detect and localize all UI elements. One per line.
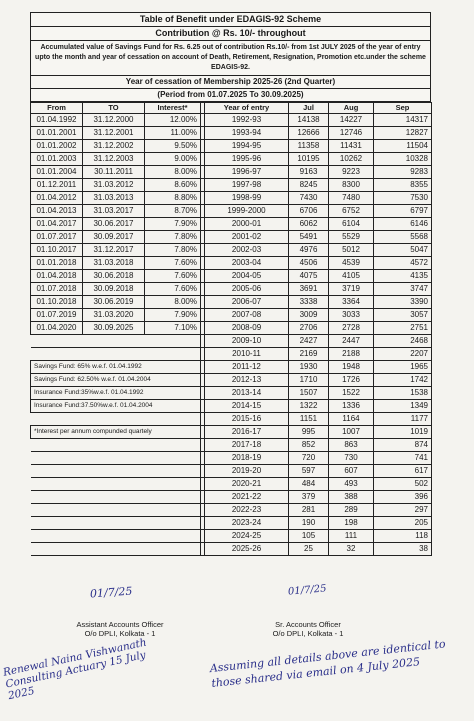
year-of-entry-cell: 2017-18 [205,439,289,452]
empty-cell [31,491,201,504]
sep-value-cell: 4135 [374,270,432,283]
table-row [31,179,432,192]
empty-cell [31,504,201,517]
sep-value-cell: 3057 [374,309,432,322]
table-row [31,413,432,426]
to-date-cell: 31.03.2017 [83,205,145,218]
year-of-entry-cell: 2002-03 [205,244,289,257]
to-date-cell: 30.09.2018 [83,283,145,296]
interest-rate-cell: 7.60% [145,283,201,296]
sep-value-cell: 1538 [374,387,432,400]
to-date-cell: 30.09.2017 [83,231,145,244]
left-signature-date: 01/7/25 [89,584,133,601]
sep-value-cell: 741 [374,452,432,465]
sep-value-cell: 5568 [374,231,432,244]
table-row [31,153,432,166]
aug-value-cell: 14227 [329,114,374,127]
table-row [31,322,432,335]
table-header [30,12,431,102]
to-date-cell: 31.12.2001 [83,127,145,140]
jul-value-cell: 6706 [289,205,329,218]
table-row [31,140,432,153]
table-row [31,517,432,530]
jul-value-cell: 281 [289,504,329,517]
col-sep: Sep [374,103,432,114]
benefit-table [30,102,432,556]
left-signature-block [30,620,210,638]
year-of-entry-cell: 1998-99 [205,192,289,205]
from-date-cell: 01.01.2018 [31,257,83,270]
sep-value-cell: 11504 [374,140,432,153]
jul-value-cell: 3691 [289,283,329,296]
jul-value-cell: 1930 [289,361,329,374]
to-date-cell: 30.11.2011 [83,166,145,179]
year-of-entry-cell: 2024-25 [205,530,289,543]
aug-value-cell: 5012 [329,244,374,257]
from-date-cell: 01.04.1992 [31,114,83,127]
from-date-cell: 01.01.2004 [31,166,83,179]
sep-value-cell: 38 [374,543,432,556]
to-date-cell: 30.06.2018 [83,270,145,283]
table-row [31,491,432,504]
sep-value-cell: 5047 [374,244,432,257]
sep-value-cell: 3747 [374,283,432,296]
from-date-cell: 01.04.2018 [31,270,83,283]
sep-value-cell: 205 [374,517,432,530]
table-row [31,361,432,374]
to-date-cell: 30.09.2025 [83,322,145,335]
table-row [31,296,432,309]
table-row [31,192,432,205]
table-row [31,244,432,257]
aug-value-cell: 5529 [329,231,374,244]
empty-cell [31,478,201,491]
aug-value-cell: 1164 [329,413,374,426]
interest-rate-cell: 9.50% [145,140,201,153]
jul-value-cell: 190 [289,517,329,530]
sep-value-cell: 6146 [374,218,432,231]
right-signature-block [218,620,398,638]
sep-value-cell: 10328 [374,153,432,166]
interest-rate-cell: 8.70% [145,205,201,218]
aug-value-cell: 1007 [329,426,374,439]
year-of-entry-cell: 1999-2000 [205,205,289,218]
aug-value-cell: 6104 [329,218,374,231]
year-of-entry-cell: 2010-11 [205,348,289,361]
jul-value-cell: 10195 [289,153,329,166]
sep-value-cell: 1742 [374,374,432,387]
jul-value-cell: 1710 [289,374,329,387]
jul-value-cell: 12666 [289,127,329,140]
jul-value-cell: 3009 [289,309,329,322]
year-of-entry-cell: 2004-05 [205,270,289,283]
jul-value-cell: 2169 [289,348,329,361]
col-from: From [31,103,83,114]
year-of-entry-cell: 2021-22 [205,491,289,504]
jul-value-cell: 597 [289,465,329,478]
aug-value-cell: 289 [329,504,374,517]
handwritten-left-note: Renewal Naina Vishwanath Consulting Actuary 15 July 2025 [2,636,148,703]
fund-note-cell: Insurance Fund:37.50%w.e.f. 01.04.2004 [31,400,201,413]
from-date-cell: 01.07.2018 [31,283,83,296]
table-row [31,400,432,413]
description-text: Accumulated value of Savings Fund for Rs. 6.25 out of contribution Rs.10/- from 1st JULY 2025 of the year of entry upto the month and year of cessation on account of Death, Retirement, Resignation, Promotion etc.under the scheme EDAGIS-92. [31,41,430,76]
aug-value-cell: 10262 [329,153,374,166]
aug-value-cell: 7480 [329,192,374,205]
interest-rate-cell: 8.60% [145,179,201,192]
interest-rate-cell: 7.90% [145,218,201,231]
left-signatory-title: Assistant Accounts Officer [76,620,164,629]
col-year-of-entry: Year of entry [205,103,289,114]
table-row [31,166,432,179]
right-signature-date: 01/7/25 [287,583,327,598]
table-row [31,374,432,387]
aug-value-cell: 607 [329,465,374,478]
aug-value-cell: 493 [329,478,374,491]
table-row [31,309,432,322]
right-signatory-office: O/o DPLI, Kolkata - 1 [272,629,344,638]
col-to: TO [83,103,145,114]
from-date-cell: 01.07.2019 [31,309,83,322]
empty-cell [31,439,201,452]
jul-value-cell: 4075 [289,270,329,283]
table-row [31,504,432,517]
table-row [31,231,432,244]
aug-value-cell: 2188 [329,348,374,361]
year-of-entry-cell: 2007-08 [205,309,289,322]
empty-cell [31,413,201,426]
year-of-entry-cell: 2020-21 [205,478,289,491]
interest-rate-cell: 7.10% [145,322,201,335]
sep-value-cell: 2468 [374,335,432,348]
aug-value-cell: 1336 [329,400,374,413]
table-row [31,452,432,465]
to-date-cell: 31.12.2017 [83,244,145,257]
from-date-cell: 01.04.2020 [31,322,83,335]
aug-value-cell: 1726 [329,374,374,387]
interest-rate-cell: 11.00% [145,127,201,140]
table-row [31,439,432,452]
empty-cell [31,465,201,478]
col-interest: Interest* [145,103,201,114]
left-signatory-office: O/o DPLI, Kolkata - 1 [84,629,156,638]
jul-value-cell: 2427 [289,335,329,348]
aug-value-cell: 2728 [329,322,374,335]
year-of-entry-cell: 2018-19 [205,452,289,465]
aug-value-cell: 4539 [329,257,374,270]
to-date-cell: 30.06.2017 [83,218,145,231]
from-date-cell: 01.01.2003 [31,153,83,166]
year-of-entry-cell: 1995-96 [205,153,289,166]
jul-value-cell: 3338 [289,296,329,309]
table-row [31,530,432,543]
year-of-entry-cell: 2022-23 [205,504,289,517]
jul-value-cell: 7430 [289,192,329,205]
to-date-cell: 31.03.2020 [83,309,145,322]
interest-rate-cell: 8.00% [145,296,201,309]
from-date-cell: 01.01.2002 [31,140,83,153]
aug-value-cell: 32 [329,543,374,556]
jul-value-cell: 1151 [289,413,329,426]
year-of-entry-cell: 1992-93 [205,114,289,127]
interest-rate-cell: 7.60% [145,270,201,283]
sep-value-cell: 502 [374,478,432,491]
from-date-cell: 01.10.2018 [31,296,83,309]
table-row [31,270,432,283]
from-date-cell: 01.07.2017 [31,231,83,244]
jul-value-cell: 8245 [289,179,329,192]
from-date-cell: 01.04.2013 [31,205,83,218]
empty-cell [31,452,201,465]
table-row [31,205,432,218]
empty-cell [31,530,201,543]
year-of-entry-cell: 2025-26 [205,543,289,556]
interest-rate-cell: 12.00% [145,114,201,127]
period-line: (Period from 01.07.2025 To 30.09.2025) [31,89,430,102]
fund-note-cell: Insurance Fund:35%w.e.f. 01.04.1992 [31,387,201,400]
year-of-entry-cell: 2003-04 [205,257,289,270]
jul-value-cell: 5491 [289,231,329,244]
year-of-entry-cell: 2011-12 [205,361,289,374]
empty-cell [31,335,201,348]
sep-value-cell: 1019 [374,426,432,439]
year-of-entry-cell: 2023-24 [205,517,289,530]
to-date-cell: 31.03.2012 [83,179,145,192]
jul-value-cell: 25 [289,543,329,556]
fund-note-cell: Savings Fund: 62.50% w.e.f. 01.04.2004 [31,374,201,387]
year-of-entry-cell: 1996-97 [205,166,289,179]
sep-value-cell: 2751 [374,322,432,335]
year-of-entry-cell: 2015-16 [205,413,289,426]
aug-value-cell: 6752 [329,205,374,218]
aug-value-cell: 11431 [329,140,374,153]
jul-value-cell: 484 [289,478,329,491]
sep-value-cell: 9283 [374,166,432,179]
table-row [31,426,432,439]
sep-value-cell: 2207 [374,348,432,361]
year-of-entry-cell: 2001-02 [205,231,289,244]
sep-value-cell: 297 [374,504,432,517]
jul-value-cell: 852 [289,439,329,452]
to-date-cell: 31.12.2002 [83,140,145,153]
aug-value-cell: 1948 [329,361,374,374]
table-row [31,257,432,270]
interest-rate-cell: 7.90% [145,309,201,322]
sep-value-cell: 12827 [374,127,432,140]
table-title: Table of Benefit under EDAGIS-92 Scheme [31,13,430,27]
jul-value-cell: 1507 [289,387,329,400]
aug-value-cell: 3719 [329,283,374,296]
to-date-cell: 31.03.2018 [83,257,145,270]
empty-cell [31,517,201,530]
sep-value-cell: 3390 [374,296,432,309]
table-row [31,127,432,140]
year-of-entry-cell: 2008-09 [205,322,289,335]
jul-value-cell: 9163 [289,166,329,179]
from-date-cell: 01.10.2017 [31,244,83,257]
col-jul: Jul [289,103,329,114]
interest-rate-cell: 7.80% [145,231,201,244]
table-row [31,335,432,348]
table-row [31,218,432,231]
year-of-entry-cell: 1994-95 [205,140,289,153]
interest-rate-cell: 8.00% [145,166,201,179]
table-row [31,478,432,491]
year-of-entry-cell: 2006-07 [205,296,289,309]
empty-cell [31,543,201,556]
jul-value-cell: 105 [289,530,329,543]
table-row [31,387,432,400]
aug-value-cell: 8300 [329,179,374,192]
table-row [31,348,432,361]
sep-value-cell: 8355 [374,179,432,192]
year-of-entry-cell: 2016-17 [205,426,289,439]
aug-value-cell: 863 [329,439,374,452]
year-of-entry-cell: 2000-01 [205,218,289,231]
column-header-row [31,103,432,114]
empty-cell [31,348,201,361]
from-date-cell: 01.12.2011 [31,179,83,192]
year-of-entry-cell: 2005-06 [205,283,289,296]
interest-rate-cell: 7.80% [145,244,201,257]
sep-value-cell: 6797 [374,205,432,218]
sep-value-cell: 396 [374,491,432,504]
year-of-entry-cell: 1993-94 [205,127,289,140]
aug-value-cell: 4105 [329,270,374,283]
to-date-cell: 31.03.2013 [83,192,145,205]
table-row [31,114,432,127]
year-of-entry-cell: 2019-20 [205,465,289,478]
interest-rate-cell: 9.00% [145,153,201,166]
sep-value-cell: 1349 [374,400,432,413]
cessation-year: Year of cessation of Membership 2025-26 (2nd Quarter) [31,76,430,89]
sep-value-cell: 4572 [374,257,432,270]
jul-value-cell: 11358 [289,140,329,153]
table-row [31,283,432,296]
from-date-cell: 01.04.2012 [31,192,83,205]
to-date-cell: 31.12.2003 [83,153,145,166]
table-row [31,465,432,478]
fund-note-cell: Savings Fund: 65% w.e.f. 01.04.1992 [31,361,201,374]
aug-value-cell: 198 [329,517,374,530]
aug-value-cell: 111 [329,530,374,543]
to-date-cell: 30.06.2019 [83,296,145,309]
year-of-entry-cell: 2012-13 [205,374,289,387]
jul-value-cell: 14138 [289,114,329,127]
aug-value-cell: 12746 [329,127,374,140]
to-date-cell: 31.12.2000 [83,114,145,127]
handwritten-right-note: Assuming all details above are identical to those shared via email on 4 July 2025 [209,637,447,690]
jul-value-cell: 4976 [289,244,329,257]
aug-value-cell: 3364 [329,296,374,309]
sep-value-cell: 14317 [374,114,432,127]
aug-value-cell: 730 [329,452,374,465]
jul-value-cell: 2706 [289,322,329,335]
from-date-cell: 01.04.2017 [31,218,83,231]
aug-value-cell: 9223 [329,166,374,179]
aug-value-cell: 388 [329,491,374,504]
jul-value-cell: 379 [289,491,329,504]
aug-value-cell: 2447 [329,335,374,348]
year-of-entry-cell: 1997-98 [205,179,289,192]
fund-note-cell: *Interest per annum compunded quartely [31,426,201,439]
jul-value-cell: 6062 [289,218,329,231]
sep-value-cell: 1965 [374,361,432,374]
sep-value-cell: 617 [374,465,432,478]
aug-value-cell: 3033 [329,309,374,322]
interest-rate-cell: 8.80% [145,192,201,205]
aug-value-cell: 1522 [329,387,374,400]
sep-value-cell: 1177 [374,413,432,426]
jul-value-cell: 1322 [289,400,329,413]
from-date-cell: 01.01.2001 [31,127,83,140]
jul-value-cell: 995 [289,426,329,439]
right-signatory-title: Sr. Accounts Officer [275,620,341,629]
year-of-entry-cell: 2009-10 [205,335,289,348]
table-row [31,543,432,556]
interest-rate-cell: 7.60% [145,257,201,270]
sep-value-cell: 7530 [374,192,432,205]
contribution-line: Contribution @ Rs. 10/- throughout [31,27,430,41]
sep-value-cell: 118 [374,530,432,543]
jul-value-cell: 4506 [289,257,329,270]
jul-value-cell: 720 [289,452,329,465]
year-of-entry-cell: 2013-14 [205,387,289,400]
col-aug: Aug [329,103,374,114]
year-of-entry-cell: 2014-15 [205,400,289,413]
sep-value-cell: 874 [374,439,432,452]
